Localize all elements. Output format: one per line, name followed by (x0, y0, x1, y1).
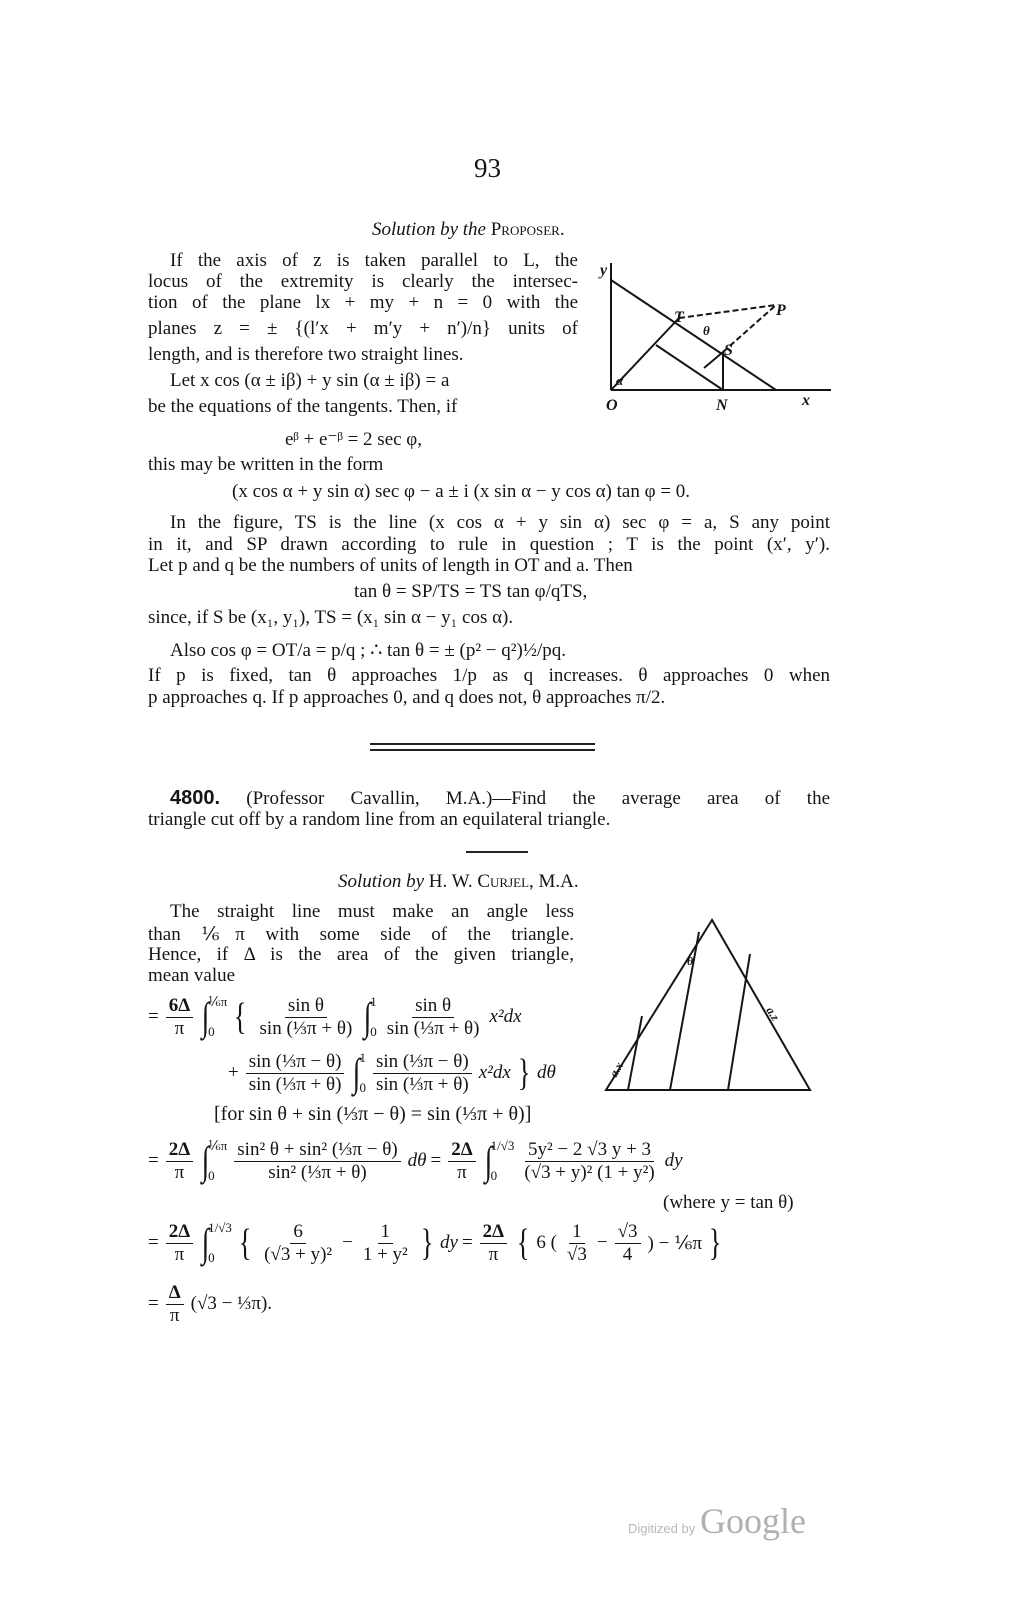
text-line: be the equations of the tangents. Then, if (148, 396, 458, 417)
heading-author: H. W. Curjel, M.A. (428, 871, 579, 892)
text-line: Let p and q be the numbers of units of length in OT and a. Then (148, 555, 633, 576)
upper-limit: ⅙π (208, 994, 228, 1009)
substitution-note: (where y = tan θ) (663, 1192, 794, 1213)
denominator: sin (⅓π + θ) (386, 1017, 480, 1039)
denominator: π (488, 1243, 499, 1265)
fraction (564, 1221, 590, 1266)
dtheta: dθ (407, 1150, 427, 1171)
denominator: (√3 + y)² (264, 1243, 333, 1265)
text-line: this may be written in the form (148, 454, 384, 475)
tangent-line (611, 280, 776, 390)
short-rule (466, 851, 528, 853)
denominator: π (174, 1243, 185, 1265)
text-line: Let x cos (α ± iβ) + y sin (α ± iβ) = a (170, 370, 450, 391)
watermark-small: Digitized by (628, 1521, 696, 1536)
math-line-g (148, 1282, 272, 1327)
label-S: S (724, 342, 733, 359)
equals: = (148, 1293, 159, 1315)
perpendicular-S (704, 352, 723, 368)
cut-line (728, 954, 750, 1090)
fraction (448, 1139, 475, 1184)
denominator: sin (⅓π + θ) (375, 1073, 469, 1095)
watermark-brand: Google (699, 1501, 806, 1541)
numerator: 2Δ (166, 1139, 193, 1162)
integral-sign: ∫ (201, 1138, 210, 1183)
denominator: 4 (622, 1243, 633, 1265)
numerator: 2Δ (166, 1221, 193, 1244)
denominator: √3 (566, 1243, 587, 1265)
divider-rule (370, 749, 595, 751)
fraction (166, 1282, 184, 1327)
denominator: π (169, 1304, 180, 1326)
brace: { (238, 1222, 252, 1264)
label-theta: θ (687, 954, 694, 968)
x2dx: x²dx (489, 1006, 522, 1027)
label-O: O (606, 397, 618, 414)
integral-sign: ∫ (201, 994, 210, 1039)
numerator: √3 (615, 1221, 641, 1244)
close-tail: ) − ⅙π (647, 1232, 703, 1254)
text-line: If the axis of z is taken parallel to L, the (170, 250, 578, 271)
cut-line (670, 932, 699, 1090)
lower-limit: 0 (208, 1024, 215, 1039)
numerator: sin (⅓π − θ) (373, 1051, 472, 1074)
dy: dy (440, 1232, 458, 1253)
text-line: than ⅙π with some side of the triangle. (148, 924, 574, 945)
denominator: 1 + y² (362, 1243, 408, 1265)
dashed-TP (679, 305, 776, 318)
heading-author: Proposer. (490, 219, 565, 240)
fraction (615, 1221, 641, 1266)
label-y: y (600, 262, 608, 279)
minus: − (596, 1232, 608, 1253)
heading-italic: Solution by (338, 871, 425, 892)
brace: { (516, 1222, 530, 1264)
numerator: sin² θ + sin² (⅓π − θ) (234, 1139, 400, 1162)
integral-sign: ∫ (363, 994, 372, 1039)
fraction (166, 1221, 193, 1266)
math-line-d (148, 1138, 683, 1184)
text-line: since, if S be (x₁, y₁), TS = (x₁ sin α − y₁ cos α). (148, 607, 514, 628)
equals: = (148, 1150, 159, 1171)
label-ax: a.x (606, 1059, 627, 1080)
upper-limit: 1/√3 (490, 1138, 515, 1153)
upper-limit: 1 (370, 994, 377, 1009)
text-line: p approaches q. If p approaches 0, and q does not, θ approaches π/2. (148, 687, 666, 708)
math-line-f (148, 1220, 724, 1266)
text-line: tion of the plane lx + my + n = 0 with the (148, 292, 578, 313)
denominator: sin (⅓π + θ) (259, 1017, 353, 1039)
identity-note: [for sin θ + sin (⅓π − θ) = sin (⅓π + θ)] (214, 1103, 532, 1125)
text-line: planes z = ± {(l′x + m′y + n′)/n} units of (148, 318, 578, 339)
text-line: In the figure, TS is the line (x cos α + y sin α) sec φ = a, S any point (170, 512, 830, 533)
text-line: length, and is therefore two straight lines. (148, 344, 464, 365)
integral (200, 1138, 227, 1184)
equation-3: tan θ = SP/TS = TS tan φ/qTS, (354, 581, 588, 602)
label-az: a.z (763, 1004, 783, 1024)
text-line: The straight line must make an angle less (170, 901, 574, 922)
solution-heading (338, 871, 579, 893)
integral (200, 994, 227, 1040)
fraction (521, 1139, 657, 1184)
lower-limit: 0 (359, 1080, 366, 1095)
label-T: T (674, 309, 684, 326)
label-theta: θ (703, 323, 710, 338)
label-N: N (716, 397, 728, 414)
text-line: If p is fixed, tan θ approaches 1/p as q increases. θ approaches 0 when (148, 665, 830, 686)
numerator: sin (⅓π − θ) (246, 1051, 345, 1074)
denominator: (√3 + y)² (1 + y²) (524, 1161, 655, 1183)
equals: = (461, 1232, 473, 1253)
numerator: 6 (290, 1221, 306, 1244)
plus: + (228, 1062, 239, 1083)
integral (483, 1138, 515, 1184)
label-P: P (776, 302, 786, 319)
numerator: 6Δ (166, 995, 193, 1018)
fraction (166, 995, 193, 1040)
upper-limit: 1/√3 (208, 1220, 232, 1235)
x2dx: x²dx (478, 1062, 511, 1083)
fraction (373, 1051, 472, 1096)
numerator: sin θ (412, 995, 454, 1018)
fraction (246, 1051, 345, 1096)
brace: } (708, 1222, 722, 1264)
numerator: 1 (378, 1221, 394, 1244)
equilateral-triangle (606, 920, 810, 1090)
label-x: x (802, 392, 810, 409)
denominator: sin (⅓π + θ) (248, 1073, 342, 1095)
minus: − (342, 1232, 353, 1253)
solution-heading (372, 219, 565, 241)
denominator: π (174, 1161, 185, 1183)
integral (351, 1050, 365, 1096)
fraction (480, 1221, 507, 1266)
numerator: 2Δ (480, 1221, 507, 1244)
perpendicular (656, 345, 723, 390)
integral-sign: ∫ (484, 1138, 492, 1183)
equals: = (430, 1150, 442, 1171)
fraction (166, 1139, 193, 1184)
text-line: Hence, if Δ is the area of the given triangle, (148, 944, 574, 965)
upper-limit: 1 (359, 1050, 366, 1065)
text-line: locus of the extremity is clearly the intersec- (148, 271, 578, 292)
dy: dy (664, 1150, 683, 1171)
fraction (234, 1139, 400, 1184)
fraction (384, 995, 483, 1040)
label-alpha: α (616, 373, 624, 388)
text-line: in it, and SP drawn according to rule in question ; T is the point (x′, y′). (148, 534, 830, 555)
math-line-b (228, 1050, 556, 1096)
denominator: π (174, 1017, 185, 1039)
brace: } (517, 1052, 531, 1094)
lower-limit: 0 (370, 1024, 377, 1039)
divider-rule (370, 743, 595, 745)
problem-statement (170, 787, 830, 810)
denominator: sin² (⅓π + θ) (268, 1161, 367, 1183)
integral (200, 1220, 232, 1266)
fraction (360, 1221, 411, 1266)
problem-line2: triangle cut off by a random line from an equilateral triangle. (148, 809, 611, 830)
upper-limit: ⅙π (208, 1138, 228, 1153)
numerator: 5y² − 2 √3 y + 3 (525, 1139, 654, 1162)
dtheta: dθ (537, 1062, 556, 1083)
text-line: mean value (148, 965, 236, 986)
numerator: 1 (569, 1221, 585, 1244)
problem-line1: (Professor Cavallin, M.A.)—Find the average area of the (246, 788, 830, 809)
triangle-figure (596, 910, 821, 1100)
six-paren: 6 ( (536, 1232, 557, 1253)
integral-sign: ∫ (201, 1220, 210, 1265)
problem-number: 4800. (170, 787, 221, 809)
lower-limit: 0 (490, 1168, 498, 1183)
text-line: Also cos φ = OT/a = p/q ; ∴ tan θ = ± (p² − q²)½/pq. (170, 640, 567, 661)
numerator: sin θ (285, 995, 327, 1018)
fraction (261, 1221, 335, 1266)
brace: } (420, 1222, 434, 1264)
equals: = (148, 1232, 159, 1253)
equation-1: eᵝ + e⁻ᵝ = 2 sec φ, (285, 429, 423, 450)
fraction (257, 995, 356, 1040)
tangent-figure (596, 255, 836, 415)
integral-sign: ∫ (353, 1050, 361, 1095)
google-watermark (628, 1500, 806, 1542)
heading-italic: Solution by the (372, 219, 486, 240)
math-line-a (148, 994, 522, 1040)
page-number: 93 (474, 153, 501, 183)
integral (362, 994, 376, 1040)
lower-limit: 0 (208, 1250, 215, 1265)
denominator: π (457, 1161, 467, 1183)
numerator: Δ (166, 1282, 184, 1305)
lower-limit: 0 (208, 1168, 215, 1183)
equals: = (148, 1006, 159, 1027)
final-result: (√3 − ⅓π). (190, 1293, 273, 1315)
equation-2: (x cos α + y sin α) sec φ − a ± i (x sin α − y cos α) tan φ = 0. (232, 481, 691, 502)
numerator: 2Δ (448, 1139, 475, 1162)
brace: { (234, 996, 247, 1038)
